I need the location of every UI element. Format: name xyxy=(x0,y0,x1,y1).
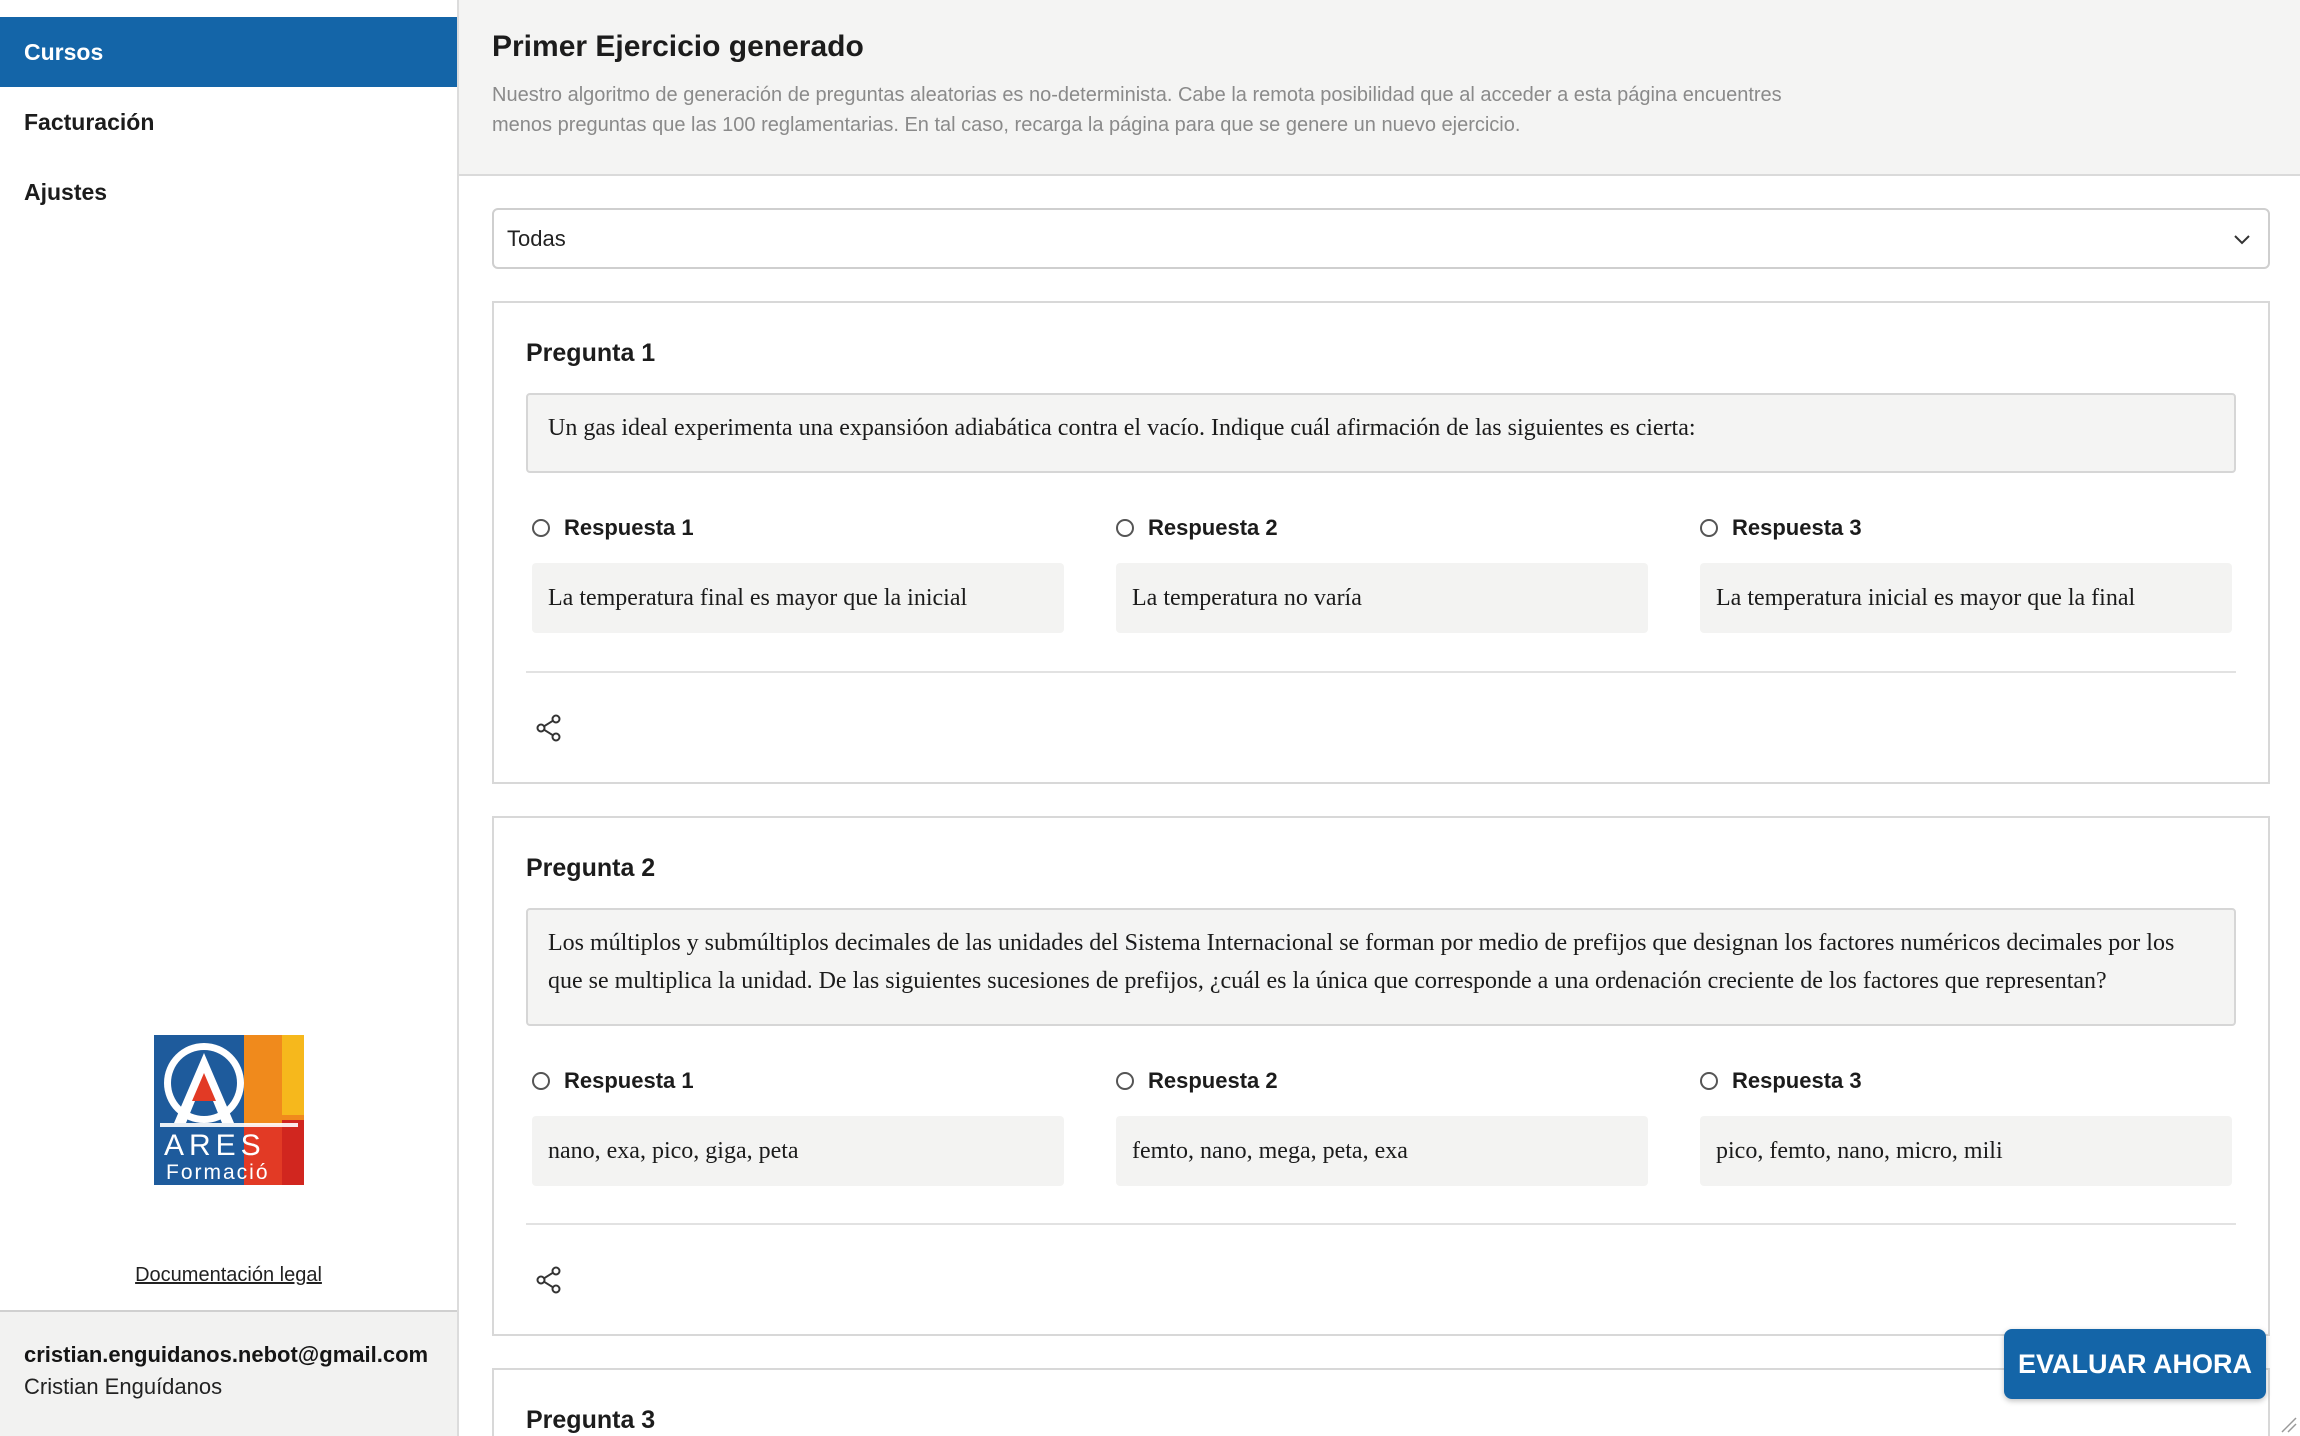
answer-option[interactable] xyxy=(1116,513,1648,633)
page-description: Nuestro algoritmo de generación de preguntas aleatorias es no-determinista. Cabe la remota posibilidad que al acceder a esta página encuentres menos preguntas que las 100 reglamentarias. En tal caso, recarga la página para que se genere un nuevo ejercicio. xyxy=(492,84,1782,136)
radio-button[interactable] xyxy=(1116,1072,1134,1090)
radio-button[interactable] xyxy=(1116,519,1134,537)
user-name: Cristian Enguídanos xyxy=(24,1374,223,1399)
question-card xyxy=(492,816,2270,1336)
evaluate-now-button[interactable]: EVALUAR AHORA xyxy=(2004,1329,2266,1399)
answer-text: La temperatura final es mayor que la inicial xyxy=(532,563,1064,633)
radio-button[interactable] xyxy=(532,519,550,537)
answer-label: Respuesta 1 xyxy=(564,1068,694,1093)
sidebar-nav xyxy=(0,17,457,227)
radio-button[interactable] xyxy=(1700,1072,1718,1090)
question-text: Los múltiplos y submúltiplos decimales de las unidades del Sistema Internacional se forman por medio de prefijos que designan los factores numéricos decimales por los que se multiplica la unidad. De las siguientes sucesiones de prefijos, ¿cuál es la única que corresponde a una ordenación creciente de los factores que representan? xyxy=(526,908,2236,1026)
answer-label: Respuesta 3 xyxy=(1732,515,1862,540)
chevron-down-icon xyxy=(2232,229,2252,249)
answer-option[interactable] xyxy=(1700,513,2232,633)
ares-logo xyxy=(154,1035,304,1185)
answer-option[interactable] xyxy=(532,513,1064,633)
share-icon[interactable] xyxy=(534,1265,564,1295)
answer-label: Respuesta 1 xyxy=(564,515,694,540)
question-text: Un gas ideal experimenta una expansióon adiabática contra el vacío. Indique cuál afirmación de las siguientes es cierta: xyxy=(526,393,2236,473)
answer-option[interactable] xyxy=(532,1066,1064,1186)
user-panel xyxy=(0,1310,457,1436)
svg-text:ARES: ARES xyxy=(164,1129,266,1162)
answer-text: La temperatura inicial es mayor que la final xyxy=(1700,563,2232,633)
question-title: Pregunta 3 xyxy=(526,1406,656,1434)
share-icon[interactable] xyxy=(534,713,564,743)
answer-option[interactable] xyxy=(1116,1066,1648,1186)
radio-button[interactable] xyxy=(532,1072,550,1090)
select-value: Todas xyxy=(507,226,566,251)
user-email: cristian.enguidanos.nebot@gmail.com xyxy=(24,1342,429,1367)
answer-label: Respuesta 2 xyxy=(1148,1068,1278,1093)
divider xyxy=(526,1223,2236,1225)
page-title: Primer Ejercicio generado xyxy=(492,30,864,63)
sidebar-item-facturacion[interactable]: Facturación xyxy=(24,109,155,135)
main-content xyxy=(459,176,2300,1436)
question-title: Pregunta 2 xyxy=(526,854,656,882)
sidebar-item-cursos[interactable]: Cursos xyxy=(0,17,457,87)
sidebar-item-ajustes[interactable]: Ajustes xyxy=(24,179,108,205)
answer-label: Respuesta 2 xyxy=(1148,515,1278,540)
answer-label: Respuesta 3 xyxy=(1732,1068,1862,1093)
sidebar xyxy=(0,0,459,1436)
radio-button[interactable] xyxy=(1700,519,1718,537)
legal-docs-link[interactable]: Documentación legal xyxy=(135,1264,322,1286)
resize-handle-icon[interactable] xyxy=(2278,1414,2298,1434)
question-filter-select[interactable] xyxy=(492,208,2270,269)
answer-option[interactable] xyxy=(1700,1066,2232,1186)
answer-text: pico, femto, nano, micro, mili xyxy=(1700,1116,2232,1186)
page-header xyxy=(459,0,2300,176)
question-card xyxy=(492,301,2270,784)
answer-text: La temperatura no varía xyxy=(1116,563,1648,633)
divider xyxy=(526,671,2236,673)
svg-text:Formació: Formació xyxy=(166,1161,270,1184)
answer-text: nano, exa, pico, giga, peta xyxy=(532,1116,1064,1186)
question-title: Pregunta 1 xyxy=(526,339,656,367)
answer-text: femto, nano, mega, peta, exa xyxy=(1116,1116,1648,1186)
